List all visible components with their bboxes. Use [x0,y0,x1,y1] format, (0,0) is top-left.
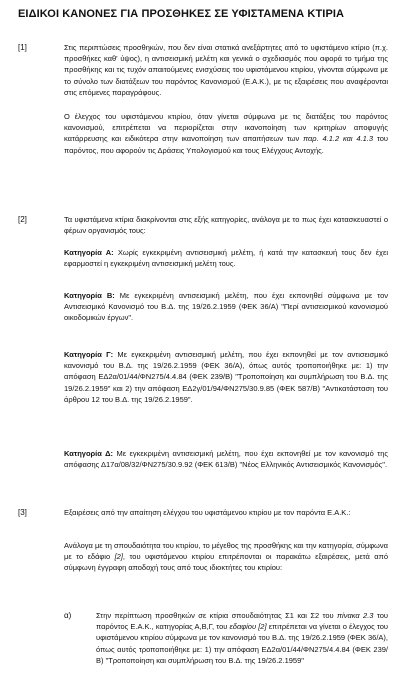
category-d-label: Κατηγορία Δ: [64,449,113,458]
category-b-paragraph [64,290,388,324]
text-run: Ανάλογα με τη σπουδαιότητα του κτιρίου, το μέγεθος της προσθήκης και την κατηγορία, σύμφωνα με το εδάφιο [64,541,388,562]
category-g-label: Κατηγορία Γ: [64,350,114,359]
category-d-text: Με εγκεκριμένη αντισεισμική μελέτη, που έχει εκπονηθεί με τον κανονισμό της απόφασης Δ17α/08/32/ΦΝ275/30.9.92 (ΦΕΚ 613/Β) "Νέος Ελληνικός Αντισεισμικός Κανονισμός". [64,449,388,470]
section-3-paragraph-1 [64,540,388,574]
category-b-text: Με εγκεκριμένη αντισεισμική μελέτη, που έχει εκπονηθεί σύμφωνα με τον Αντισεισμικό Κανονισμό του Β.Δ. της 19/26.2.1959 (ΦΕΚ 36/Α) "Περί αντισεισμικού κανονισμού οικοδομικών έργων". [64,291,388,323]
item-a-paragraph [96,610,388,666]
section-number-2: [2] [18,215,27,224]
table-reference: πίνακα 2.3 [337,611,374,620]
section-3-intro: Εξαιρέσεις από την απαίτηση ελέγχου του υφιστάμενου κτιρίου με τον παρόντα Ε.Α.Κ.: [64,508,351,517]
category-d-paragraph [64,448,388,470]
section-number-3: [3] [18,508,27,517]
item-a-label: α) [64,611,72,620]
section-number-1: [1] [18,43,27,52]
page-title: ΕΙΔΙΚΟΙ ΚΑΝΟΝΕΣ ΓΙΑ ΠΡΟΣΘΗΚΕΣ ΣΕ ΥΦΙΣΤΑΜΕΝΑ ΚΤΙΡΙΑ [18,8,345,20]
text-run: Ο έλεγχος του υφιστάμενου κτιρίου, όταν γίνεται σύμφωνα με τις διατάξεις του παρόντος κανονισμού, επιτρέπεται να περιορίζεται στην ικανοποίηση των κριτηρίων αποφυγής κατάρρευσης και ειδικότερα στην ικανοποίηση των απαιτήσεων των [64,112,388,144]
category-b-label: Κατηγορία Β: [64,291,115,300]
text-run: Στην περίπτωση προσθηκών σε κτίρια σπουδαιότητας Σ1 και Σ2 του [96,611,338,620]
section-1-paragraph-1: Στις περιπτώσεις προσθηκών, που δεν είναι στατικά ανεξάρτητες από το υφιστάμενο κτίριο (π.χ. προσθήκες καθ' ύψος), η αντισεισμική μελέτη και γενικά ο σχεδιασμός που αφορά το τμήμα της προσθήκης και τις τυχόν απαιτούμενες ενισχύσεις του υφιστάμενου κτιρίου, γίνονται σύμφωνα με το σύνολο των διατάξεων του παρόντος Κανονισμού (Ε.Α.Κ.), με τις εξαιρέσεις που αναφέρονται στις επόμενες παραγράφους. [64,43,388,97]
text-run: του παρόντος Ε.Α.Κ., κατηγορίας Α,Β,Γ, του [96,611,388,632]
category-g-text: Με εγκεκριμένη αντισεισμική μελέτη, που έχει εκπονηθεί με τον αντισεισμικό κανονισμό του Β.Δ. της 19/26.2.1959 (ΦΕΚ 36/Α), όπως αυτός τροποποιήθηκε με: 1) την απόφαση ΕΔ2α/01/44/ΦΝ275/4.4.84 (ΦΕΚ 239/Β) "Τροποποίηση και συμπλήρωση του Β.Δ. της 19/26.2.1959" και 2) την απόφαση ΕΔ2γ/01/94/ΦΝ275/30.9.85 (ΦΕΚ 587/Β) "Αντικατάσταση του άρθρου 12 του Β.Δ. της 19/26.2.1959". [64,350,388,404]
text-run: επιτρέπεται να γίνεται ο έλεγχος του υφιστάμενου κτιρίου σύμφωνα με τον κανονισμό του Β.Δ. της 19/26.2.1959 (ΦΕΚ 36/Α), όπως αυτός τροποποιήθηκε με: 1) την απόφαση ΕΔ2α/01/44/ΦΝ275/4.4.84 (ΦΕΚ 239/Β) "Τροποποίηση και συμπλήρωση του Β.Δ. της 19/26.2.1959" [96,622,388,665]
text-run: του παρόντος, που αφορούν τις Δράσεις Υπολογισμού και τους Ελέγχους Αντοχής. [64,134,388,155]
paragraph-reference: εδαφίου [2] [229,622,267,632]
category-a-text: Χωρίς εγκεκριμένη αντισεισμική μελέτη, ή κατά την κατασκευή τους δεν έχει εφαρμοστεί η εγκεκριμένη αντισεισμική μελέτη τους. [64,248,389,269]
category-g-paragraph [64,349,388,405]
text-run: , του υφιστάμενου κτιρίου επιτρέπονται οι παρακάτω εξαιρέσεις, μετά από σύμφωνη έγγραφη αποδοχή τους από τους ιδιοκτήτες του κτιρίου: [64,552,388,573]
paragraph-reference: παρ. 4.1.2 και 4.1.3 [303,134,374,144]
category-a-paragraph [64,247,388,269]
category-a-label: Κατηγορία Α: [64,248,114,257]
paragraph-reference: [2] [114,552,123,562]
section-1-paragraph-2 [64,111,388,156]
section-2-intro: Τα υφιστάμενα κτίρια διακρίνονται στις εξής κατηγορίες, ανάλογα με το πως έχει κατασκευαστεί ο φέρων οργανισμός τους: [64,215,388,236]
